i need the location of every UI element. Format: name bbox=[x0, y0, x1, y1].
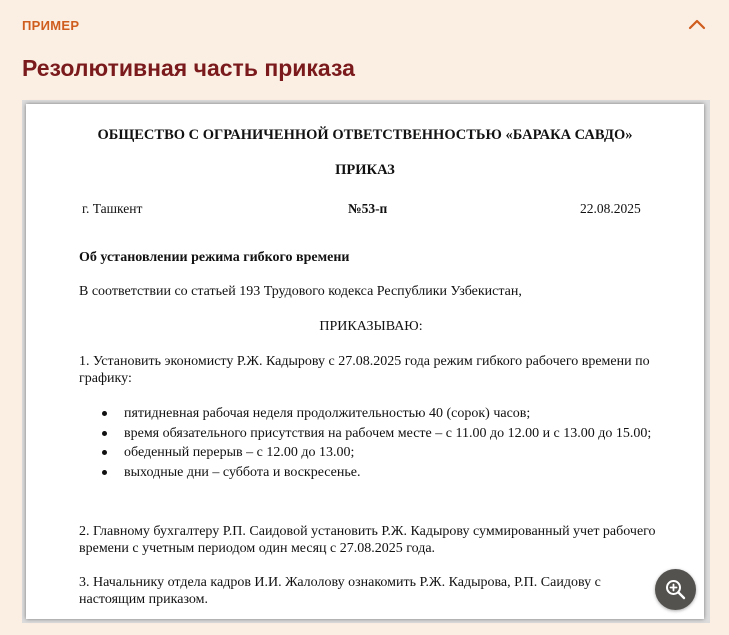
organization-name: ОБЩЕСТВО С ОГРАНИЧЕННОЙ ОТВЕТСТВЕННОСТЬЮ «БАРАКА САВДО» bbox=[97, 127, 633, 143]
document-city: г. Ташкент bbox=[82, 201, 143, 216]
zoom-in-icon bbox=[665, 579, 686, 600]
document-subject: Об установлении режима гибкого времени bbox=[79, 250, 350, 265]
list-item: время обязательного присутствия на рабочем месте – с 11.00 до 12.00 и с 13.00 до 15.00; bbox=[79, 424, 669, 444]
document-basis: В соответствии со статьей 193 Трудового кодекса Республики Узбекистан, bbox=[79, 284, 522, 299]
order-item-1: 1. Установить экономисту Р.Ж. Кадырову с 27.08.2025 года режим гибкого рабочего времени по графику: bbox=[79, 354, 650, 386]
list-item: пятидневная рабочая неделя продолжительностью 40 (сорок) часов; bbox=[79, 404, 669, 424]
order-item-3: 3. Начальнику отдела кадров И.И. Жалолову ознакомить Р.Ж. Кадырова, Р.П. Саидову с настоящим приказом. bbox=[79, 575, 601, 607]
page-title: Резолютивная часть приказа bbox=[22, 55, 355, 81]
section-label: ПРИМЕР bbox=[22, 18, 80, 33]
document-preview bbox=[22, 100, 710, 623]
chevron-up-icon[interactable] bbox=[687, 15, 707, 35]
list-item: выходные дни – суббота и воскресенье. bbox=[79, 463, 669, 483]
schedule-list bbox=[79, 404, 669, 482]
document-date: 22.08.2025 bbox=[580, 201, 641, 216]
document-type: ПРИКАЗ bbox=[335, 162, 395, 178]
document-number: №53-п bbox=[348, 201, 388, 216]
document-page bbox=[26, 104, 704, 619]
order-word: ПРИКАЗЫВАЮ: bbox=[319, 319, 423, 334]
order-item-2: 2. Главному бухгалтеру Р.П. Саидовой установить Р.Ж. Кадырову суммированный учет рабочего времени с учетным периодом один месяц с 27.08.2025 года. bbox=[79, 524, 656, 556]
zoom-button[interactable] bbox=[655, 569, 696, 610]
list-item: обеденный перерыв – с 12.00 до 13.00; bbox=[79, 443, 669, 463]
